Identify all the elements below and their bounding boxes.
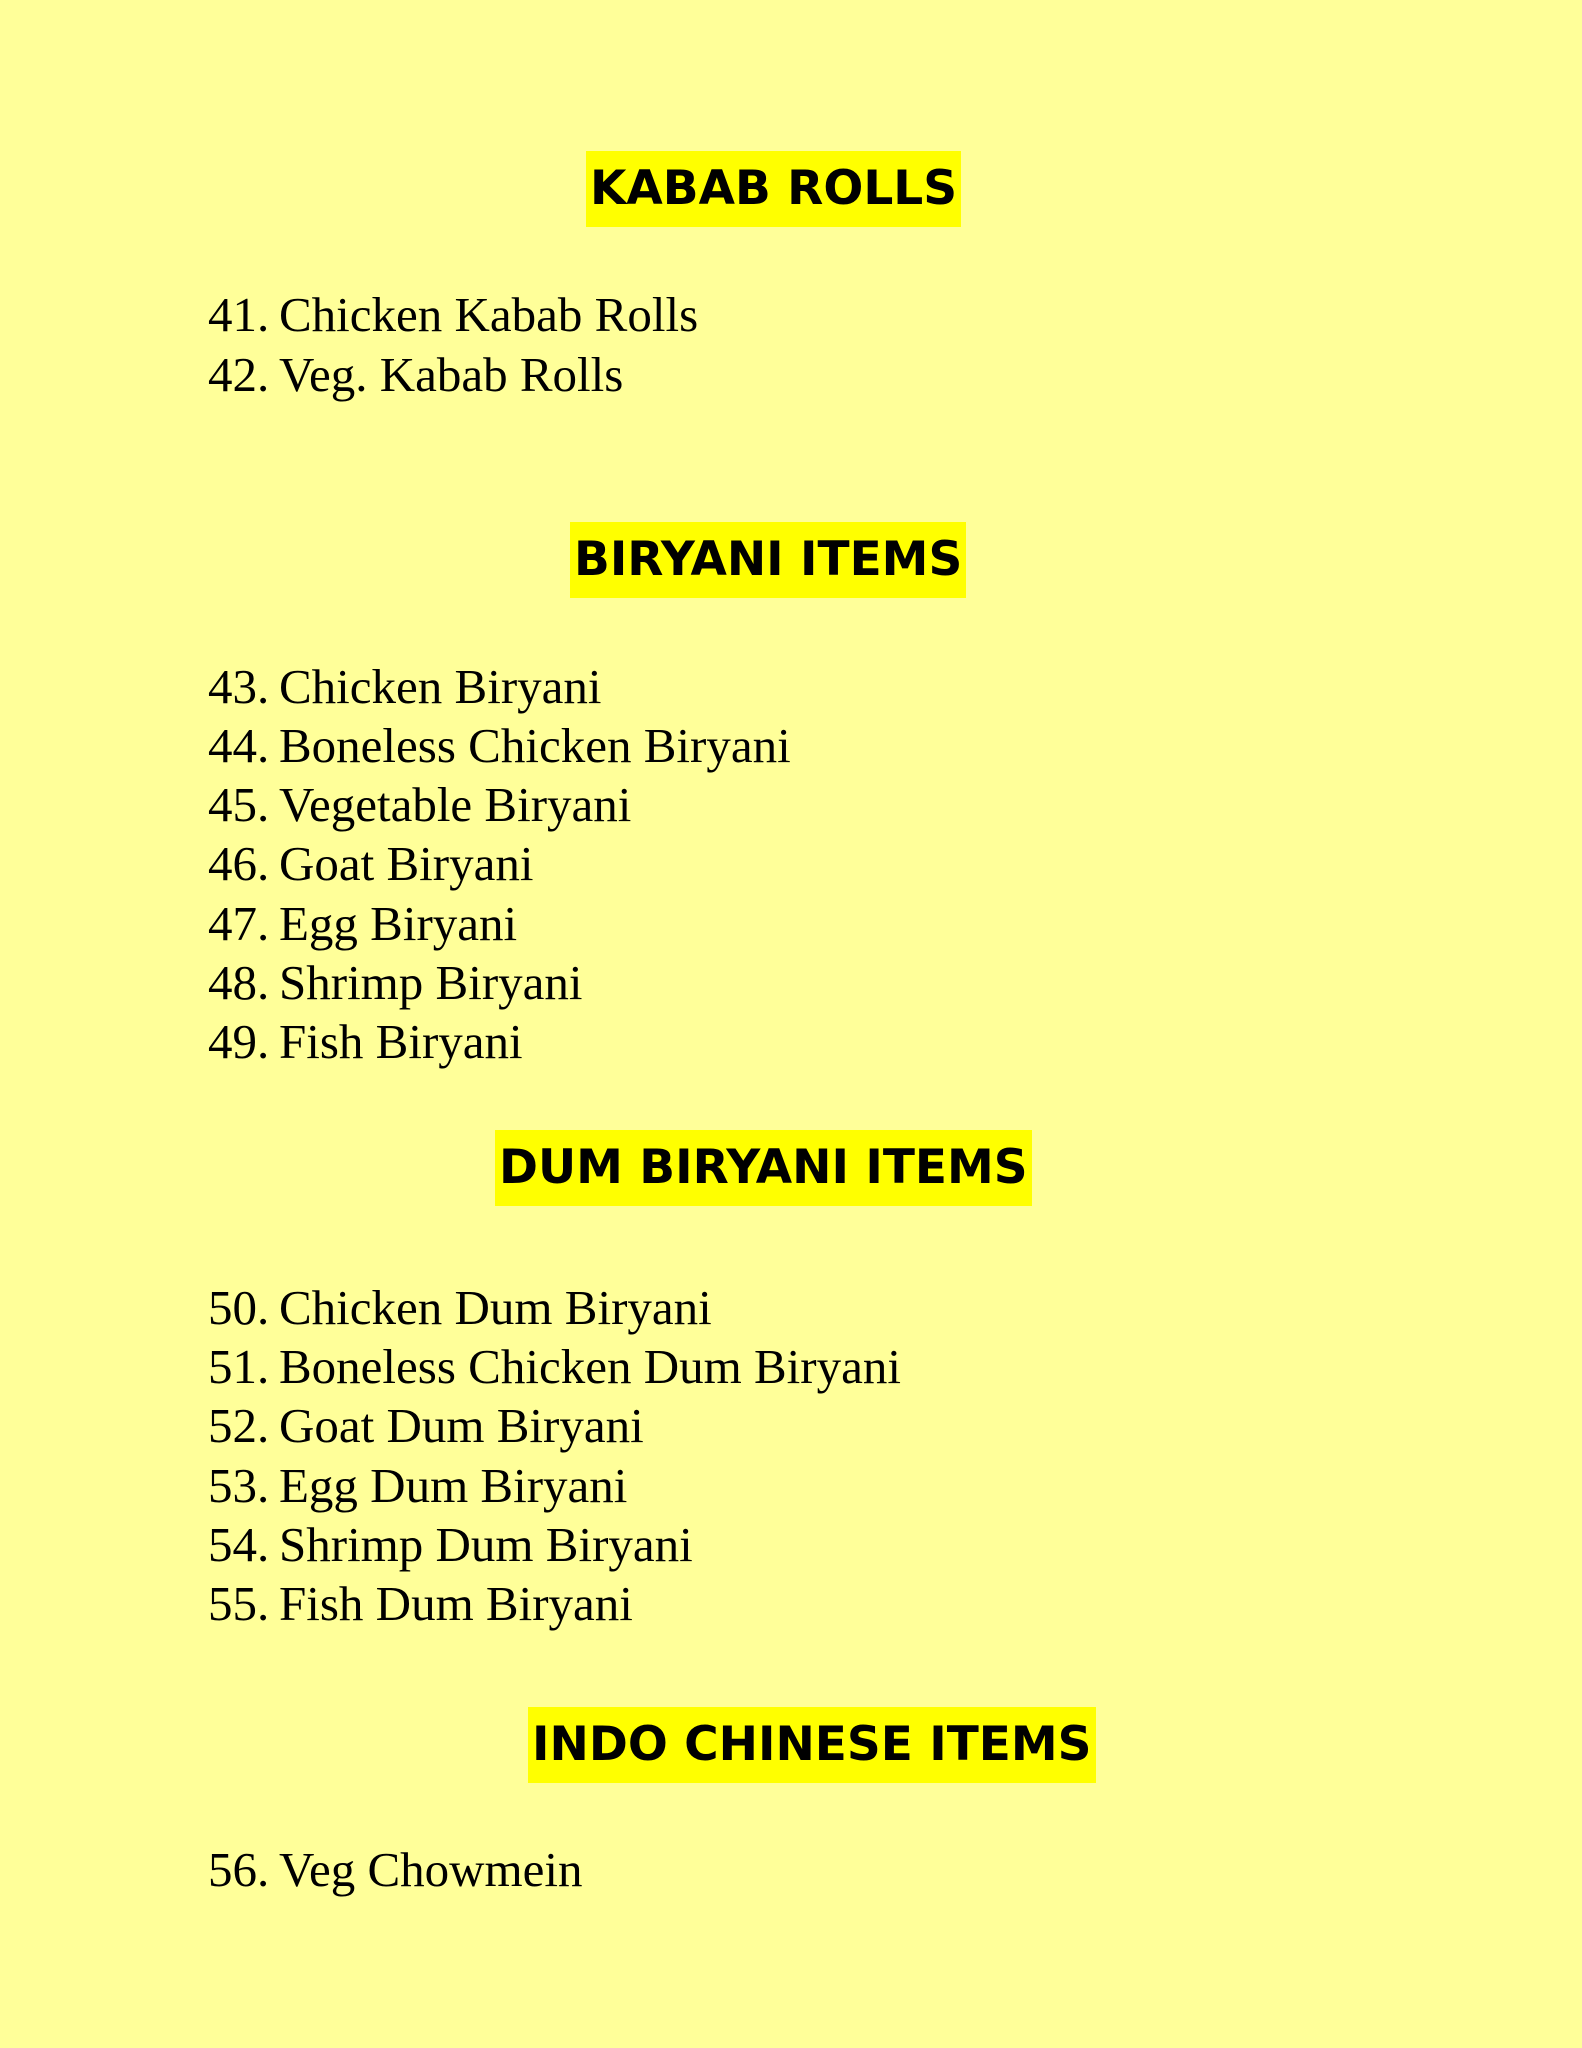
section-heading: BIRYANI ITEMS bbox=[570, 522, 966, 598]
item-number: 52. bbox=[208, 1398, 270, 1453]
item-number: 55. bbox=[208, 1576, 270, 1631]
item-name: Veg Chowmein bbox=[279, 1842, 583, 1897]
item-number: 42. bbox=[208, 347, 270, 402]
item-name: Fish Biryani bbox=[279, 1014, 523, 1069]
item-name: Chicken Biryani bbox=[279, 659, 602, 714]
item-name: Goat Biryani bbox=[279, 836, 534, 891]
item-number: 44. bbox=[208, 718, 270, 773]
item-number: 49. bbox=[208, 1014, 270, 1069]
item-number: 50. bbox=[208, 1280, 270, 1335]
item-name: Vegetable Biryani bbox=[279, 777, 632, 832]
item-name: Goat Dum Biryani bbox=[279, 1398, 644, 1453]
section-heading: INDO CHINESE ITEMS bbox=[528, 1707, 1096, 1783]
item-number: 53. bbox=[208, 1458, 270, 1513]
item-number: 48. bbox=[208, 955, 270, 1010]
item-number: 51. bbox=[208, 1339, 270, 1394]
item-number: 56. bbox=[208, 1842, 270, 1897]
section-heading: KABAB ROLLS bbox=[586, 151, 961, 227]
item-name: Egg Dum Biryani bbox=[279, 1458, 628, 1513]
item-number: 47. bbox=[208, 896, 270, 951]
item-name: Boneless Chicken Dum Biryani bbox=[279, 1339, 901, 1394]
item-name: Egg Biryani bbox=[279, 896, 518, 951]
item-name: Fish Dum Biryani bbox=[279, 1576, 633, 1631]
item-number: 43. bbox=[208, 659, 270, 714]
section-heading: DUM BIRYANI ITEMS bbox=[495, 1130, 1032, 1206]
item-number: 54. bbox=[208, 1517, 270, 1572]
item-name: Boneless Chicken Biryani bbox=[279, 718, 791, 773]
item-name: Shrimp Biryani bbox=[279, 955, 583, 1010]
item-name: Chicken Dum Biryani bbox=[279, 1280, 712, 1335]
item-number: 41. bbox=[208, 287, 270, 342]
item-name: Veg. Kabab Rolls bbox=[279, 347, 624, 402]
item-number: 45. bbox=[208, 777, 270, 832]
item-number: 46. bbox=[208, 836, 270, 891]
item-name: Chicken Kabab Rolls bbox=[279, 287, 699, 342]
item-name: Shrimp Dum Biryani bbox=[279, 1517, 693, 1572]
